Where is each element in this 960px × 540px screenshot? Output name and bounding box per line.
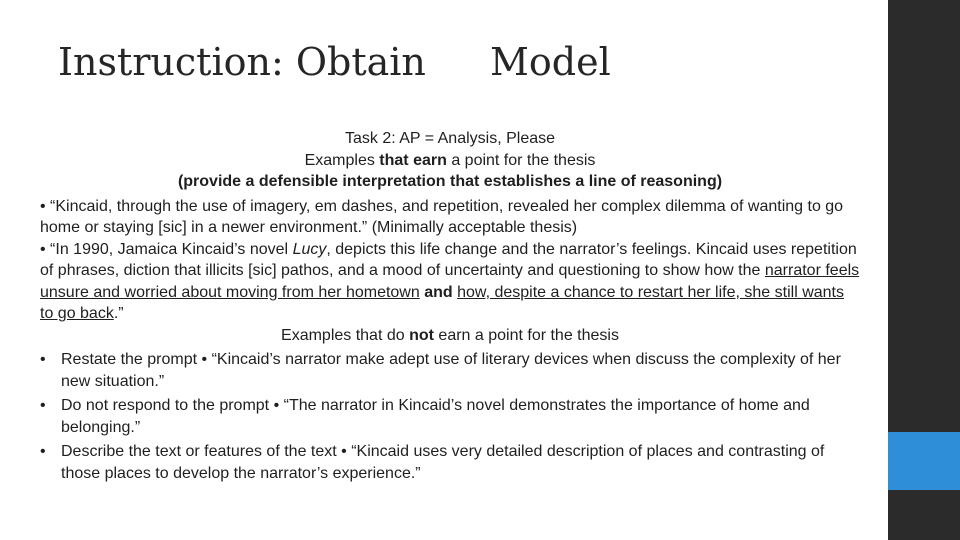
- slide-title: [58, 40, 678, 100]
- ex2-a: • “In 1990, Jamaica Kincaid’s novel: [40, 240, 293, 258]
- ex2-underlined-1: narrator feels unsure and worried about moving from her hometown: [40, 262, 860, 301]
- title-part-2: Model: [490, 40, 611, 84]
- slide-body: [40, 128, 860, 484]
- earn-intro-b: that earn: [379, 151, 447, 169]
- earn-detail-text: (provide a defensible interpretation that establishes a line of reasoning): [177, 173, 723, 190]
- earn-intro-c: a point for the thesis: [446, 151, 596, 169]
- bullet-text: Describe the text or features of the text • “Kincaid uses very detailed description of places and contrasting of those places to develop the narrator’s experience.”: [61, 443, 825, 482]
- list-item: [40, 395, 860, 438]
- bullet-dot: •: [40, 443, 46, 460]
- bullet-text: Do not respond to the prompt • “The narrator in Kincaid’s novel demonstrates the importance of home and belonging.”: [61, 397, 810, 436]
- not-intro-a: Examples that do: [281, 326, 410, 344]
- bullet-dot: •: [40, 397, 46, 414]
- not-intro-b: not: [409, 326, 434, 344]
- not-intro: [40, 325, 860, 347]
- task-line: Task 2: AP = Analysis, Please: [344, 130, 556, 147]
- ex2-novel-title: Lucy: [292, 240, 327, 258]
- earn-intro-a: Examples: [304, 151, 380, 169]
- list-item: [40, 441, 860, 484]
- bullet-dot: •: [40, 351, 46, 368]
- ex2-i: .”: [113, 305, 124, 322]
- bullet-text: Restate the prompt • “Kincaid’s narrator make adept use of literary devices when discuss the complexity of her new situation.”: [61, 351, 841, 390]
- earn-detail: [40, 171, 860, 193]
- ex2-and: and: [424, 283, 453, 301]
- title-part-1: Instruction: Obtain: [58, 40, 426, 84]
- ex2-c: , depicts this life change and the narrator’s feelings. Kincaid uses repetition of phrases, diction that illicits [sic] pathos, and a mood of uncertainty and questioning to show how the: [40, 240, 857, 279]
- earn-intro: [40, 150, 860, 172]
- ex2-underlined-2: how, despite a chance to restart her life, she still wants to go back: [40, 283, 844, 322]
- example-1: • “Kincaid, through the use of imagery, em dashes, and repetition, revealed her complex dilemma of wanting to go home or staying [sic] in a newer environment.” (Minimally acceptable thesis): [40, 197, 844, 236]
- example-2: [40, 239, 860, 325]
- not-intro-c: earn a point for the thesis: [433, 326, 619, 344]
- accent-block: [888, 432, 960, 490]
- list-item: [40, 349, 860, 392]
